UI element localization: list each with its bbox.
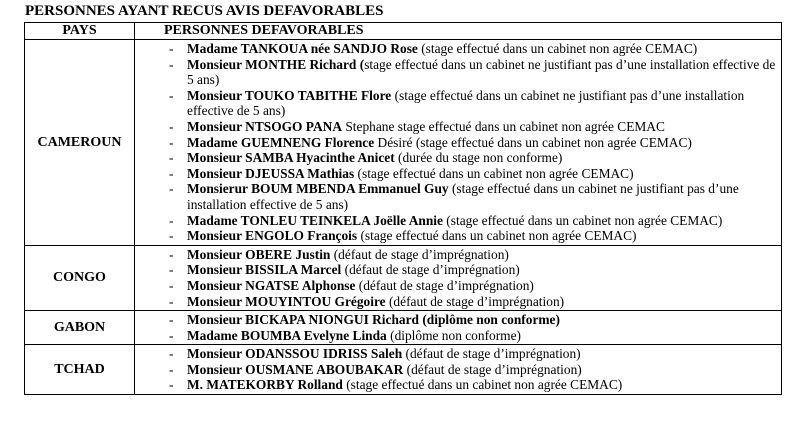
country-group-row xyxy=(25,245,782,310)
people-cell xyxy=(135,345,782,395)
country-cell: TCHAD xyxy=(25,345,135,395)
country-cell: CAMEROUN xyxy=(25,40,135,246)
country-group-row xyxy=(25,40,782,246)
person-note: (stage effectué dans un cabinet non agrée CEMAC) xyxy=(342,377,623,393)
list-item xyxy=(135,88,781,119)
person-note: (défaut de stage d’imprégnation) xyxy=(385,293,565,309)
person-note: (stage effectué dans un cabinet ne justifiant pas d’une installation effective de 5 ans) xyxy=(187,181,739,212)
person-note: (stage effectué dans un cabinet non agrée CEMAC) xyxy=(354,165,634,181)
person-name: Madame GUEMNENG Florence xyxy=(187,134,375,150)
list-item xyxy=(135,346,781,362)
column-header-country: PAYS xyxy=(25,23,135,40)
people-list xyxy=(135,40,781,245)
people-cell xyxy=(135,311,782,345)
list-item xyxy=(135,228,781,244)
list-item xyxy=(135,150,781,166)
country-group-row xyxy=(25,311,782,345)
person-note: (diplôme non conforme) xyxy=(419,312,560,328)
person-note: (défaut de stage d’imprégnation) xyxy=(330,246,509,262)
country-group-row xyxy=(25,345,782,395)
person-name: Monsieur NGATSE Alphonse xyxy=(187,277,356,293)
person-name: Madame TANKOUA née SANDJO Rose xyxy=(187,41,418,56)
results-table xyxy=(24,22,782,395)
people-cell xyxy=(135,40,782,246)
list-item xyxy=(135,312,781,328)
person-name: Monsieur BISSILA Marcel xyxy=(187,262,342,278)
person-name: Madame TONLEU TEINKELA Joëlle Annie xyxy=(187,212,443,228)
list-item xyxy=(135,41,781,57)
page-heading: PERSONNES AYANT RECUS AVIS DEFAVORABLES xyxy=(25,3,384,19)
person-note: (défaut de stage d’imprégnation) xyxy=(341,262,520,278)
person-name: Madame BOUMBA Evelyne Linda xyxy=(187,327,387,343)
person-name: Monsierur BOUM MBENDA Emmanuel Guy xyxy=(187,181,449,197)
person-note: (stage effectué dans un cabinet non agrée CEMAC) xyxy=(417,41,698,56)
list-item xyxy=(135,119,781,135)
list-item xyxy=(135,362,781,378)
person-note: (défaut de stage d’imprégnation) xyxy=(355,277,534,293)
list-item xyxy=(135,377,781,393)
person-name: Monsieur NTSOGO PANA xyxy=(187,118,342,134)
person-name: Monsieur OUSMANE ABOUBAKAR xyxy=(187,361,404,377)
person-note: Désiré (stage effectué dans un cabinet non agrée CEMAC) xyxy=(374,134,692,150)
list-item xyxy=(135,166,781,182)
country-cell: GABON xyxy=(25,311,135,345)
list-item xyxy=(135,181,781,212)
people-list xyxy=(135,246,781,310)
list-item xyxy=(135,278,781,294)
person-name: Monsieur DJEUSSA Mathias xyxy=(187,165,355,181)
person-note: (stage effectué dans un cabinet non agrée CEMAC) xyxy=(442,212,723,228)
person-name: Monsieur ODANSSOU IDRISS Saleh xyxy=(187,346,403,362)
person-note: (diplôme non conforme) xyxy=(386,327,522,343)
table-body xyxy=(25,40,782,395)
country-cell: CONGO xyxy=(25,245,135,310)
person-name: Monsieur SAMBA Hyacinthe Anicet xyxy=(187,150,395,166)
list-item xyxy=(135,135,781,151)
person-name: Monsieur TOUKO TABITHE Flore xyxy=(187,87,392,103)
person-note: (défaut de stage d’imprégnation) xyxy=(403,361,582,377)
list-item xyxy=(135,262,781,278)
people-list xyxy=(135,311,781,344)
person-name: Monsieur MOUYINTOU Grégoire xyxy=(187,293,386,309)
person-note: (stage effectué dans un cabinet non agrée CEMAC) xyxy=(357,228,637,244)
list-item xyxy=(135,294,781,310)
person-note: Stephane stage effectué dans un cabinet non agrée CEMAC xyxy=(342,118,665,134)
person-note: (défaut de stage d’imprégnation) xyxy=(402,346,581,362)
person-name: Monsieur MONTHE Richard ( xyxy=(187,56,365,72)
people-cell xyxy=(135,245,782,310)
people-list xyxy=(135,345,781,394)
column-header-people: PERSONNES DEFAVORABLES xyxy=(135,23,782,40)
list-item xyxy=(135,247,781,263)
list-item xyxy=(135,213,781,229)
list-item xyxy=(135,57,781,88)
person-note: (durée du stage non conforme) xyxy=(394,150,563,166)
list-item xyxy=(135,328,781,344)
person-name: Monsieur OBERE Justin xyxy=(187,246,331,262)
person-note: (stage effectué dans un cabinet ne justifiant pas d’une installation effective de 5 ans) xyxy=(187,87,745,119)
person-name: Monsieur BICKAPA NIONGUI Richard xyxy=(187,312,419,328)
person-note: stage effectué dans un cabinet ne justifiant pas d’une installation effective de 5 ans) xyxy=(187,56,776,88)
person-name: M. MATEKORBY Rolland xyxy=(187,377,343,393)
person-name: Monsieur ENGOLO François xyxy=(187,228,358,244)
table-header-row xyxy=(25,23,782,40)
